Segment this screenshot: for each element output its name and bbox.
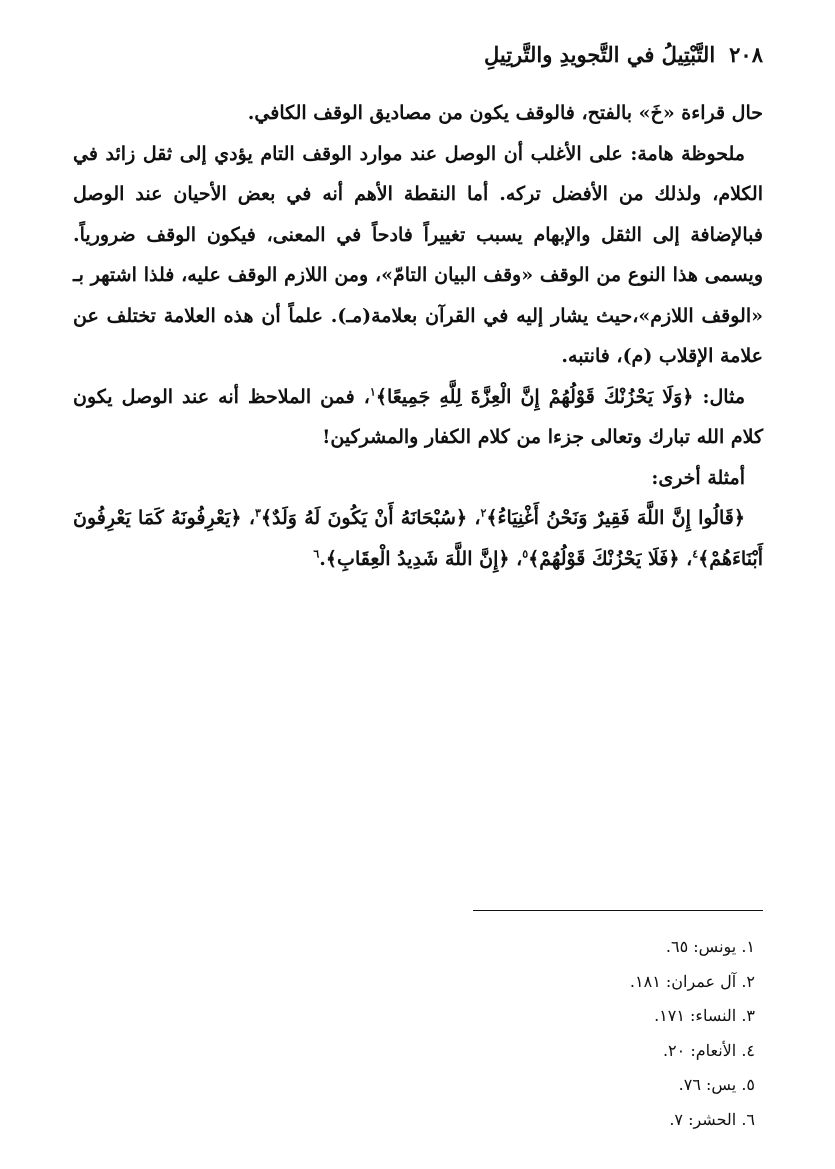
separator: ، (509, 547, 523, 570)
page-number: ٢٠٨ (729, 42, 763, 67)
footnotes (435, 930, 755, 1137)
other-examples-label: أمثلة أخرى: (651, 466, 745, 489)
example-text: ، فمن الملاحظ أنه عند الوصل يكون كلام الله تبارك وتعالى جزءا من كلام الكفار والمشركين! (73, 385, 763, 448)
footnote: ١. يونس: ٦٥. (665, 937, 755, 956)
paragraph: حال قراءة «خَ» بالفتح، فالوقف يكون من مصاديق الوقف الكافي. (247, 102, 763, 124)
example-paragraph (73, 377, 763, 458)
footnote-ref: ٦ (313, 547, 320, 561)
note-label: ملحوظة هامة: (630, 142, 745, 165)
footnote-ref: ١ (369, 385, 376, 399)
footnote: ٥. يس: ٧٦. (678, 1075, 755, 1094)
footnote: ٢. آل عمران: ١٨١. (629, 971, 755, 991)
footnote-ref: ٣ (254, 506, 261, 520)
footnote-ref: ٢ (480, 506, 487, 520)
footnote: ٦. الحشر: ٧. (669, 1109, 755, 1129)
separator: ، (679, 547, 693, 570)
note-text: على الأغلب أن الوصل عند موارد الوقف التام يؤدي إلى ثقل زائد في الكلام، ولذلك من الأفضل تركه. أما النقطة الأهم أنه في بعض الأحيان عند الوصل فبالإضافة إلى الثقل والإبهام يسبب تغييراً فادحاً في المعنى، فيكون الوقف ضرورياً. ويسمى هذا النوع من الوقف «وقف البيان التامّ»، ومن اللازم الوقف عليه، فلذا اشتهر بـ «الوقف اللازم»،حيث يشار إليه في القرآن بعلامة(مـ). علماً أن هذه العلامة تختلف عن علامة الإقلاب (م)، فانتبه. (73, 142, 763, 367)
example-label: مثال: (693, 385, 745, 408)
quran-verse: ﴿وَلَا يَحْزُنْكَ قَوْلُهُمْ إِنَّ الْعِزَّةَ لِلَّهِ جَمِيعًا﴾ (375, 385, 694, 408)
quran-verse: ﴿إِنَّ اللَّهَ شَدِيدُ الْعِقَابِ﴾ (325, 547, 510, 570)
note-paragraph (73, 134, 763, 377)
separator: ، (241, 507, 255, 529)
separator: . (319, 547, 326, 570)
separator: ، (467, 507, 481, 529)
footnote: ٤. الأنعام: ٢٠. (662, 1040, 755, 1060)
footnote-ref: ٥ (522, 547, 529, 561)
quran-verse: ﴿يَعْرِفُونَهُ كَمَا يَعْرِفُونَ أَبْنَاءَهُمْ﴾ (73, 507, 763, 570)
book-title: التَّبْتِيلُ في التَّجويدِ والتَّرتِيلِ (483, 42, 716, 67)
running-head (72, 38, 763, 72)
quran-verse: ﴿فَلَا يَحْزُنْكَ قَوْلُهُمْ﴾ (528, 547, 680, 570)
quran-verse: ﴿سُبْحَانَهُ أَنْ يَكُونَ لَهُ وَلَدٌ﴾ (260, 507, 468, 529)
quran-verse: ﴿قَالُوا إِنَّ اللَّهَ فَقِيرٌ وَنَحْنُ أَغْنِيَاءُ﴾ (486, 507, 746, 529)
footnote-ref: ٤ (692, 547, 699, 561)
main-text (73, 93, 763, 579)
footnote-divider (473, 910, 763, 911)
footnote: ٣. النساء: ١٧١. (654, 1006, 755, 1025)
other-examples (73, 498, 763, 579)
